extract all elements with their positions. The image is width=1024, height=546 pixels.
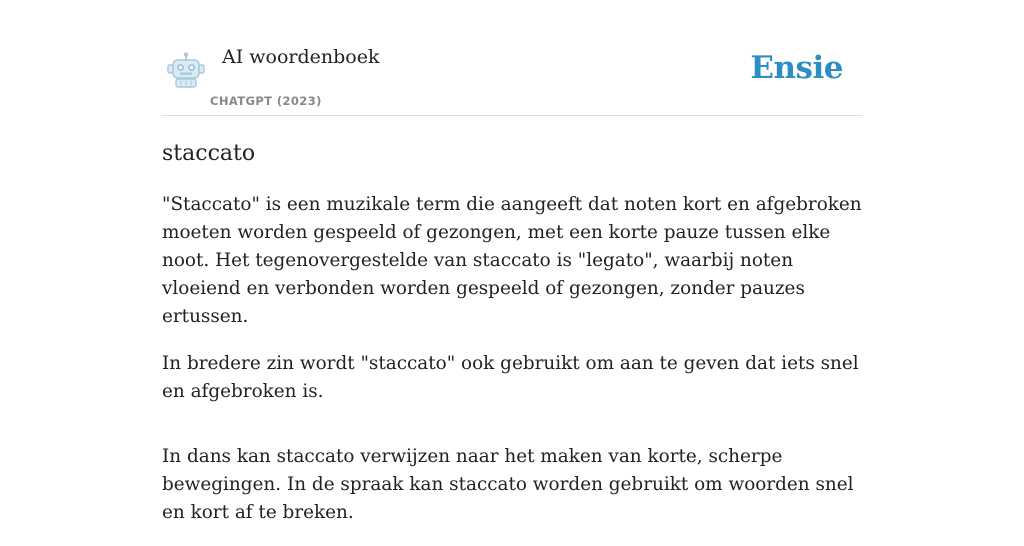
entry-word: staccato (162, 141, 256, 166)
source-subtitle: CHATGPT (2023) (210, 94, 322, 108)
definition-paragraph: In bredere zin wordt "staccato" ook gebruikt om aan te geven dat iets snel en afgebroken is. (162, 353, 859, 402)
source-header (162, 40, 862, 116)
entry-content (162, 140, 862, 546)
source-title[interactable]: AI woordenboek (222, 46, 380, 68)
robot-icon (166, 52, 206, 88)
ensie-logo[interactable]: Ensie (750, 50, 843, 86)
definition-paragraph: "Staccato" is een muzikale term die aangeeft dat noten kort en afgebroken moeten worden gespeeld of gezongen, met een korte pauze tussen elke noot. Het tegenovergestelde van staccato is "legato", waarbij noten vloeiend en verbonden worden gespeeld of gezongen, zonder pauzes ertussen. (162, 194, 862, 327)
definition-paragraph: In dans kan staccato verwijzen naar het maken van korte, scherpe bewegingen. In de spraak kan staccato worden gebruikt om woorden snel en kort af te breken. (162, 446, 854, 523)
